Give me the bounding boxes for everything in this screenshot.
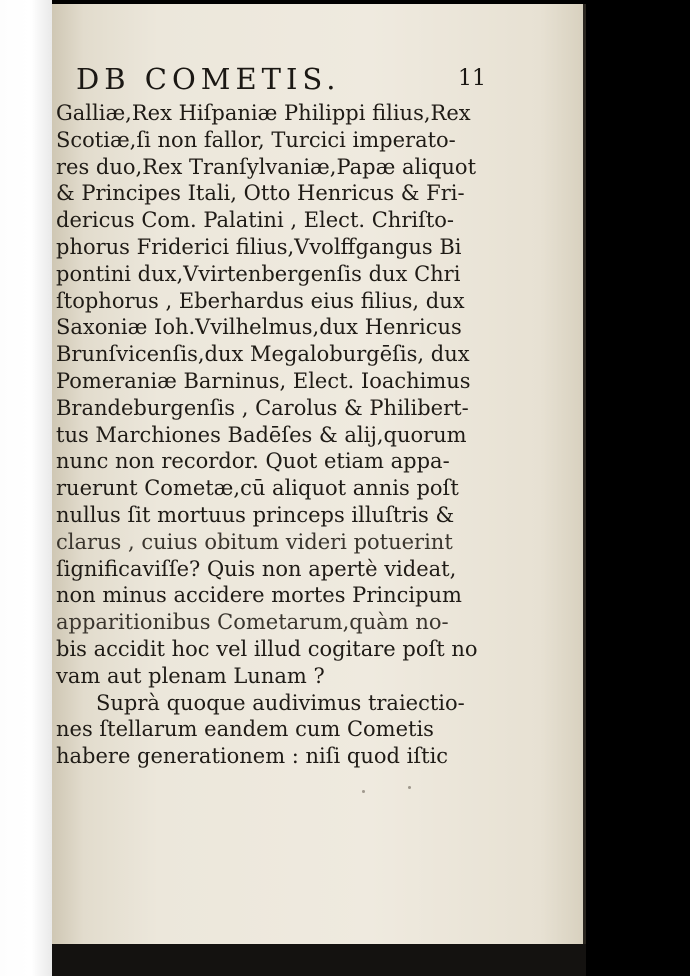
scan-left-margin (0, 0, 52, 976)
text-line: bis accidit hoc vel illud cogitare poſt no (56, 636, 478, 661)
text-line: non minus accidere mortes Principum (56, 583, 462, 608)
text-line: phorus Friderici filius,Vvolffgangus Bi (56, 234, 462, 259)
text-line: Galliæ,Rex Hiſpaniæ Philippi filius,Rex (56, 101, 471, 125)
text-line: Brunſvicenſis,dux Megaloburgēſis, dux (56, 342, 470, 367)
running-head: DB COMETIS. (76, 62, 341, 96)
text-line: nunc non recordor. Quot etiam appa- (56, 449, 450, 474)
text-line: clarus , cuius obitum videri potuerint (56, 529, 453, 554)
page-bottom-shadow (52, 944, 586, 976)
paper-speck (362, 790, 365, 793)
text-line: res duo,Rex Tranſylvaniæ,Papæ aliquot (56, 154, 477, 179)
text-line: ruerunt Cometæ,cū aliquot annis poſt (56, 476, 459, 501)
page-number: 11 (458, 66, 486, 91)
text-line: pontini dux,Vvirtenbergenſis dux Chri (56, 261, 461, 286)
text-line: ſtophorus , Eberhardus eius filius, dux (56, 288, 465, 313)
text-line: habere generationem : niſi quod iſtic (56, 744, 449, 769)
text-line: Pomeraniæ Barninus, Elect. Ioachimus (56, 368, 471, 393)
text-line: tus Marchiones Badēſes & alij,quorum (56, 422, 467, 447)
text-line: Scotiæ,ſi non fallor, Turcici imperato- (56, 127, 456, 152)
text-line: nullus ſit mortuus princeps illuſtris & (56, 502, 455, 527)
paragraph-first-line: Suprà quoque audivimus traiectio- (96, 690, 465, 715)
page-header (76, 62, 486, 102)
text-line: dericus Com. Palatini , Elect. Chriſto- (56, 208, 455, 233)
text-line: Saxoniæ Ioh.Vvilhelmus,dux Henricus (56, 315, 462, 340)
text-line: Brandeburgenſis , Carolus & Philibert- (56, 395, 469, 420)
text-line: ſignificaviſſe? Quis non apertè videat, (56, 556, 457, 581)
paper-speck (408, 786, 411, 789)
body-text (56, 100, 478, 770)
text-line: nes ſtellarum eandem cum Cometis (56, 717, 434, 742)
text-line: vam aut plenam Lunam ? (56, 663, 325, 688)
text-line: & Principes Itali, Otto Henricus & Fri- (56, 181, 465, 206)
text-line: apparitionibus Cometarum,quàm no- (56, 610, 449, 635)
